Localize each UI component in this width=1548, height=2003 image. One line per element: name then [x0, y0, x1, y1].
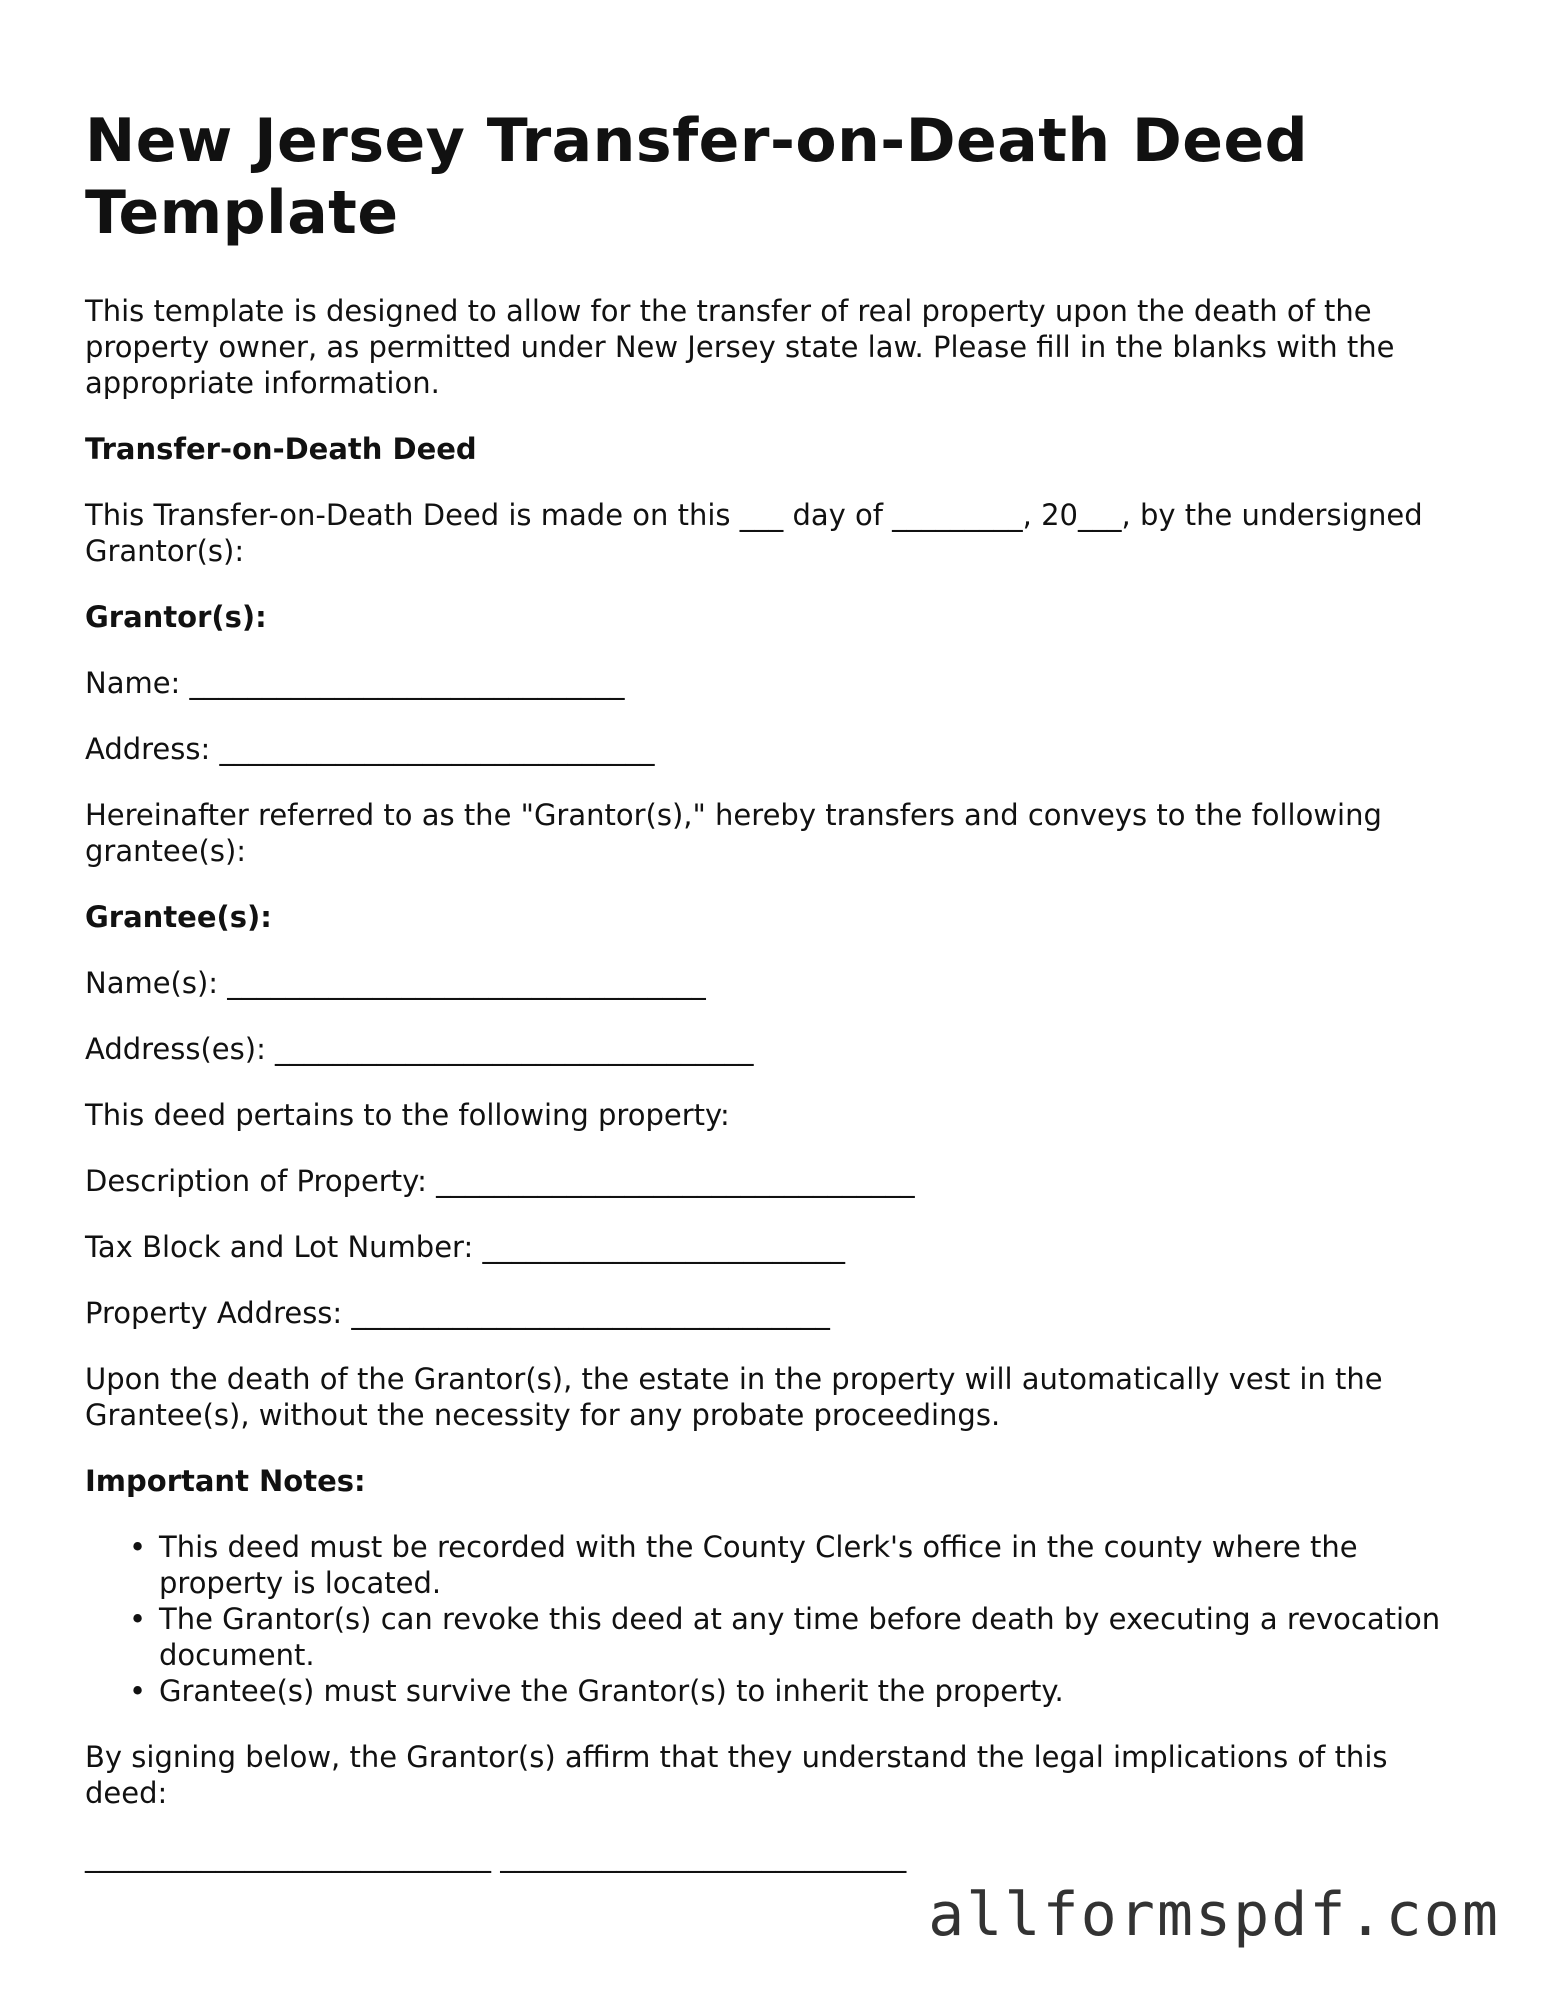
notes-heading: Important Notes: — [85, 1464, 366, 1498]
made-on-paragraph: This Transfer-on-Death Deed is made on this ___ day of _________, 20___, by the undersigned Grantor(s): — [85, 498, 1423, 568]
grantor-name-field: Name: ______________________________ — [85, 666, 625, 700]
property-description-field: Description of Property: _________________________________ — [85, 1164, 915, 1198]
document-title: New Jersey Transfer-on-Death Deed Template — [85, 106, 1309, 248]
grantee-names-field: Name(s): _________________________________ — [85, 966, 706, 1000]
conveys-paragraph: Hereinafter referred to as the "Grantor(s)," hereby transfers and conveys to the following grantee(s): — [85, 798, 1382, 868]
list-item: • The Grantor(s) can revoke this deed at any time before death by executing a revocation document. — [159, 1601, 1465, 1673]
document-page — [85, 105, 1465, 1841]
property-intro: This deed pertains to the following property: — [85, 1098, 730, 1132]
affirm-paragraph: By signing below, the Grantor(s) affirm that they understand the legal implications of this deed: — [85, 1740, 1388, 1810]
grantor-heading: Grantor(s): — [85, 600, 267, 634]
grantee-addresses-field: Address(es): _________________________________ — [85, 1032, 754, 1066]
grantor-address-field: Address: ______________________________ — [85, 732, 655, 766]
grantee-heading: Grantee(s): — [85, 900, 272, 934]
watermark: allformspdf.com — [928, 1880, 1500, 1950]
section-heading: Transfer-on-Death Deed — [85, 432, 477, 466]
signature-lines: ____________________________ ____________________________ — [85, 1839, 907, 1873]
vesting-paragraph: Upon the death of the Grantor(s), the estate in the property will automatically vest in the Grantee(s), without the necessity for any probate proceedings. — [85, 1362, 1383, 1432]
notes-list — [85, 1529, 1465, 1709]
property-address-field: Property Address: _________________________________ — [85, 1296, 830, 1330]
tax-block-field: Tax Block and Lot Number: _________________________ — [85, 1230, 845, 1264]
intro-paragraph: This template is designed to allow for the transfer of real property upon the death of the property owner, as permitted under New Jersey state law. Please fill in the blanks with the appropriate information. — [85, 294, 1395, 400]
list-item: • This deed must be recorded with the County Clerk's office in the county where the property is located. — [159, 1529, 1465, 1601]
list-item: • Grantee(s) must survive the Grantor(s) to inherit the property. — [159, 1673, 1465, 1709]
